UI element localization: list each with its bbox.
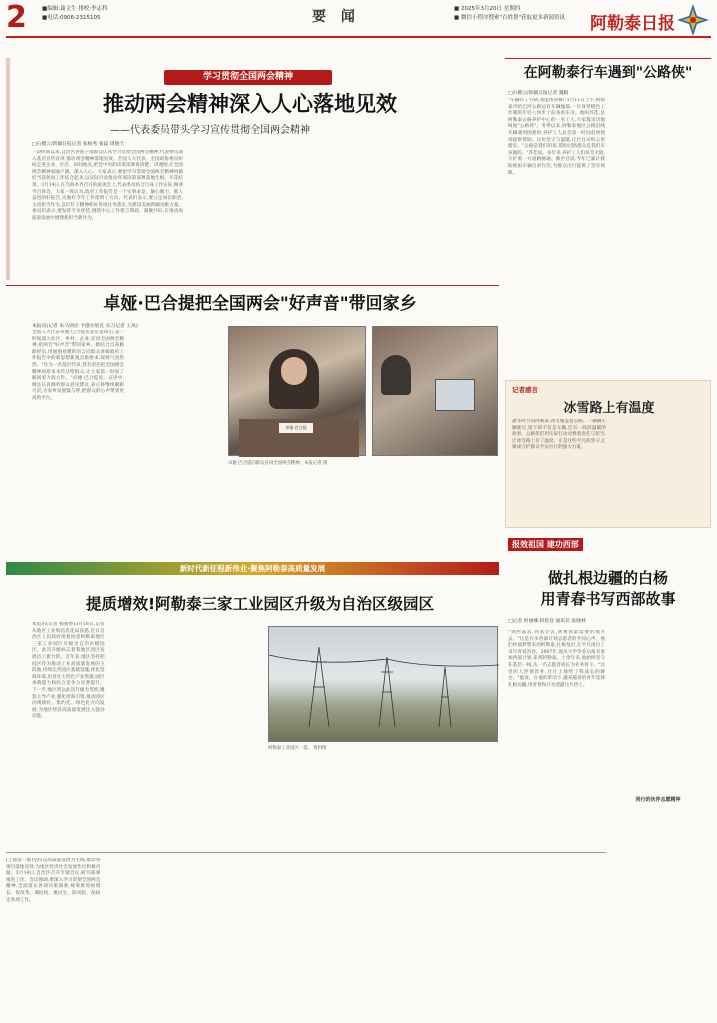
wechat-line: ■ 微信小程序搜索"百姓帮"获取更多新闻资讯 <box>454 15 566 21</box>
phone-line: ■电话:0906-2315105 <box>42 15 101 21</box>
column-body: 凛冬时节的阿勒泰,冰雪覆盖着公路。一辆辆车辆驶过,留下的不仅是车辙,还有一段段温暖的故事。公路侠们用实际行动诠释着责任与担当,让冰雪路上有了温度。正是这些平凡的坚守,汇聚成守护群众平安出行的强大力量。 <box>512 419 606 451</box>
audience-silhouette <box>381 355 411 395</box>
person-face <box>281 357 307 385</box>
industry-body: 本报讯(记者 杨俊香)3月18日,记者从地区工业和信息化局获悉,近日自治区人民政府批复同意阿勒泰地区三家工业园区升级为自治区级园区。此次升级标志着我地区园区发展迈上新台阶。近年来,地区坚持把园区作为推动工业高质量发展的主阵地,持续完善园区基础设施,优化营商环境,培育壮大特色产业集群,园区承载能力和综合竞争力显著提升。下一步,地区将以此次升级为契机,聚焦主导产业,强化招商引资,推动园区向规模化、集约化、绿色化方向发展,为地区经济高质量发展注入强劲动能。 <box>32 622 105 720</box>
feature2-photo-audience <box>372 326 498 456</box>
industry-photo <box>268 626 498 742</box>
industry-caption: 阿勒泰工业园区一景。 资料图 <box>268 746 327 751</box>
right-top-byline: □石榴云/新疆日报记者 魏殿 <box>508 91 569 96</box>
industry-headline: 提质增效!阿勒泰三家工业园区升级为自治区级园区 <box>85 595 435 613</box>
lead-banner: 学习贯彻全国两会精神 <box>164 70 332 85</box>
section-title: 要 闻 <box>312 9 360 25</box>
column-title: 冰雪路上有温度 <box>563 401 655 416</box>
editor-info <box>42 5 108 23</box>
newspaper-logo: 阿勒泰日报 <box>590 14 675 34</box>
feature2-body-cont <box>228 468 498 550</box>
right-bottom-byline: □记者 阿丽娜·阿依登 通讯员 张晓林 <box>508 619 586 624</box>
feature2-byline: 本报讯(记者 朱马别克·卡德尔别克 实习记者 王凤) <box>32 324 138 329</box>
lead-headline: 推动两会精神深入人心落地见效 <box>103 92 397 116</box>
laptop <box>435 379 475 411</box>
right-bottom-body-cont <box>608 806 708 1016</box>
industry-banner: 新时代新征程新伟业·聚焦阿勒泰高质量发展 <box>6 562 499 575</box>
right-bottom-tag: 报效祖国 建功西部 <box>508 538 583 551</box>
right-bottom-headline-2: 用青春书写西部故事 <box>540 590 676 608</box>
right-top-body: "车辆有了毛病,我能帮你修!"3月11日上午,阿勒泰市哈巴河公路边有车辆抛锚,一位身穿橙色工作服的年轻人快步上前查看车况。他叫苏佳,是阿勒泰公路养护中心的一名工人,大家都亲切地叫他"公路侠"。冬季以来,阿勒泰地区公路沿线车辆遇到困难时,养护工人总会第一时间赶到现场提供帮助。这份坚守与温暖,让过往司机心里踏实。"公路是我们的家,帮助过路群众是我们应该做的。"苏佳说。多年来,养护工人们风雪无阻,守护着一方道路畅通。截至目前,今年已累计救助被困车辆百余台次,为群众出行提供了坚实保障。 <box>508 98 605 176</box>
right-bottom-headline-1: 做扎根边疆的白杨 <box>547 569 668 587</box>
right-top-rule <box>505 58 711 59</box>
bottom-body: (上接第一版)坚持以高质量发展为主线,推动各项目落地见效,为地区经济社会发展作出积极贡献。3月14日,自治区召开专题会议,研究部署推进工作。会议强调,要深入学习贯彻全国两会精神,全面落实各项决策部署,统筹推进稳增长、促改革、调结构、惠民生、防风险、保稳定各项工作。 <box>6 858 101 903</box>
industry-body-cont <box>268 754 498 846</box>
date-line: ■ 2025年3月20日 星期四 <box>454 6 521 12</box>
nameplate: 卓娅·巴合提 <box>279 423 313 433</box>
lead-side-bar <box>6 58 10 280</box>
lead-byline: □石榴云/新疆日报记者 张杨秀 张磊 周晓天 <box>32 142 125 147</box>
feature2-headline: 卓娅·巴合提把全国两会"好声音"带回家乡 <box>103 294 417 314</box>
lead-subtitle: ——代表委员带头学习宣传贯彻全国两会精神 <box>110 125 310 136</box>
header-rule <box>6 36 711 38</box>
right-bottom-body: "到西部去,到基层去,到祖国最需要的地方去。"这是许多西部计划志愿者的共同心声。他们怀揣梦想来到阿勒泰,扎根基层,在平凡岗位上书写青春答卷。2007年,他从大学毕业后报名参加西部计划,来到阿勒泰。十余年来,他始终坚守在基层一线,从一名志愿者成长为业务骨干。"这里的人热情淳朴,这片土地给了我成长的舞台。"他说。在他的带动下,越来越多的青年选择扎根边疆,用青春和汗水浇灌这片热土。 <box>508 630 605 688</box>
bottom-rule <box>6 852 606 853</box>
date-info <box>454 5 565 23</box>
right-bottom-subhead: 同行的伙伴志愿精神 <box>635 797 681 803</box>
feature2-body: 全国人大代表卓娅·巴合提从北京返回后,第一时间深入社区、乡村、企业,宣讲全国两会精神,把两会"好声音"带回家乡。她结合自身履职经历,用通俗易懂的语言向群众讲解政府工作报告中的新思想新观点新要求,现场气氛热烈。"作为一名基层代表,我有责任把全国两会精神原原本本传达给群众,让大家第一时间了解国家大政方针。"卓娅·巴合提说。宣讲中,她还认真倾听群众意见建议,表示将继续履职尽责,为家乡发展鼓与呼,把群众的心声带到更高的平台。 <box>32 330 124 401</box>
editors-line: ■编辑:聂文生 排校:李志科 <box>42 6 108 12</box>
feature2-photo <box>228 326 366 456</box>
feature2-caption: 卓娅·巴合提向群众宣讲全国两会精神。本报记者 摄 <box>228 461 328 466</box>
feature2-rule <box>6 285 499 286</box>
right-top-headline: 在阿勒泰行车遇到"公路侠" <box>523 65 693 81</box>
lead-body: 一段时间以来,自治区各族干部群众认真学习贯彻全国两会精神,代表委员深入基层宣传宣讲,推动两会精神落地见效。全国人大代表、全国政协委员纷纷走进企业、社区、田间地头,把党中央的决策部署讲清楚、讲透彻,让全国两会精神家喻户晓、深入人心。大家表示,要把学习贯彻全国两会精神同做好当前各项工作结合起来,以实际行动推动各项决策部署落地生根、开花结果。3月14日,在乌鲁木齐召开的座谈会上,代表委员结合自身工作实际,畅谈学习体会。大家一致认为,政府工作报告是一个实事求是、凝心聚力、催人奋进的好报告,为做好今年工作指明了方向。代表们表示,要立足岗位职责,主动担当作为,以钉钉子精神抓好各项任务落实,为建设美丽新疆贡献力量。委员们表示,要发挥专业优势,围绕中心工作建言资政、凝聚共识,在推动高质量发展中展现新担当新作为。 <box>32 150 183 221</box>
column-box <box>505 380 711 528</box>
page-number: 2 <box>6 0 27 35</box>
column-tag: 记者感言 <box>512 386 538 394</box>
power-towers-icon <box>269 627 499 743</box>
